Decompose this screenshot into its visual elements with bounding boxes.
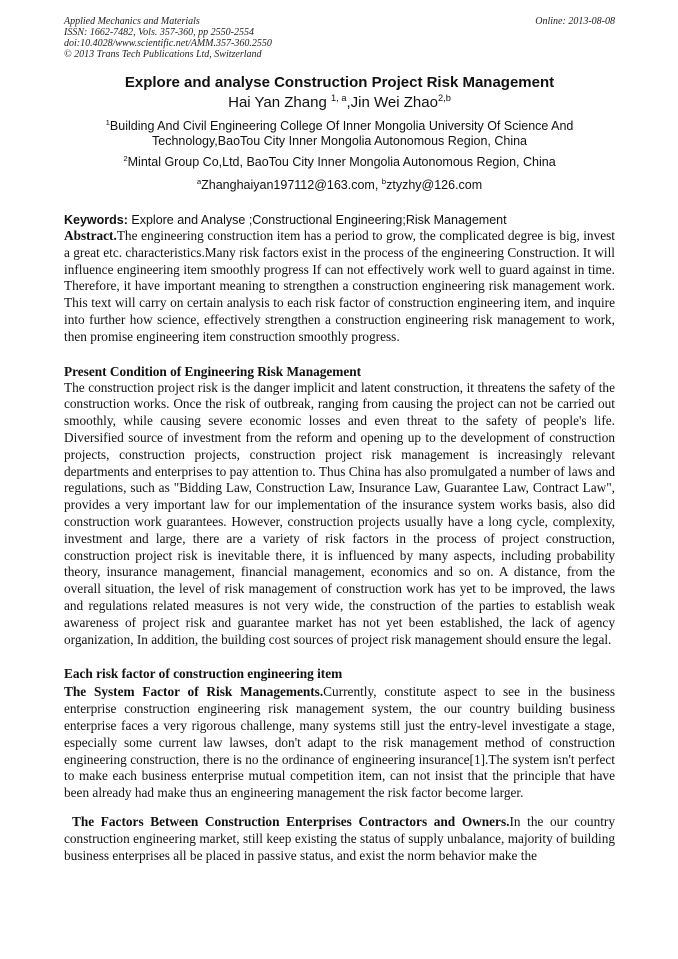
author-affiliation-marker: 2,b <box>437 93 451 103</box>
copyright-line: © 2013 Trans Tech Publications Ltd, Switzerland <box>64 49 262 60</box>
keywords-label: Keywords: <box>64 213 128 227</box>
paragraph-run-in-heading: The System Factor of Risk Managements. <box>64 684 324 700</box>
author-line <box>64 93 615 113</box>
affiliation-text: Building And Civil Engineering College Of Inner Mongolia University Of Science And Technology,BaoTou City Inner Mongolia Autonomous Region, China <box>109 119 574 148</box>
issn-line: ISSN: 1662-7482, Vols. 357-360, pp 2550-2554 <box>64 27 254 38</box>
paragraph-text: In the our country construction engineering market, still keep existing the status of supply unbalance, majority of building business enterprises all be placed in passive status, and exist the norm behavior make the <box>64 813 616 863</box>
author-separator: , <box>346 94 351 111</box>
author-name: Hai Yan Zhang <box>228 94 331 111</box>
email-address: Zhanghaiyan197112@163.com, <box>201 178 382 192</box>
affiliation-marker: 2 <box>123 153 128 163</box>
section-heading: Each risk factor of construction engineering item <box>64 666 343 682</box>
section-paragraph <box>64 814 615 864</box>
keywords <box>64 213 615 228</box>
paper-title: Explore and analyse Construction Project Risk Management <box>124 74 555 91</box>
section-paragraph <box>64 684 615 802</box>
paper-page <box>64 16 615 864</box>
paragraph-text: Currently, constitute aspect to see in the business enterprise construction engineering risk management system, the our country building business enterprise faces a very rigorous challenge, many systems still just the entry-level investigate a stage, especially some current law lawses, don't adapt to the risk management method of construction engineering construction, there is no the ordinance of engineering insurance[1].The system isn't perfect to make each business enterprise mutual competition item, can not insist that the principle that have been already had make thus an engineering management the risk factor become larger. <box>64 684 615 801</box>
paragraph-run-in-heading: The Factors Between Construction Enterprises Contractors and Owners. <box>72 813 510 829</box>
affiliation-text: Mintal Group Co,Ltd, BaoTou City Inner Mongolia Autonomous Region, China <box>127 155 556 169</box>
affiliation-marker: 1 <box>105 117 110 127</box>
email-marker: a <box>196 176 202 186</box>
section-paragraph: The construction project risk is the danger implicit and latent construction, it threatens the safety of the construction works. Once the risk of outbreak, ranging from causing the project can not be carried out smoothly, while causing severe economic losses and even threat to the safety of people's life. Diversified source of investment from the reform and opening up to the development of construction projects, construction projects, construction project risk management is increasingly relevant departments and enterprises to pay attention to. Thus China has also promulgated a number of laws and regulations, such as "Bidding Law, Construction Law, Insurance Law, Guarantee Law, Contract Law", provides a very important law for our implementation of the insurance system works basis, also did construction work guarantees. However, construction projects usually have a long cycle, complexity, investment and large, there are a variety of risk factors in the process of project construction, construction project risk is inevitable there, it is influenced by many aspects, including probability theory, insurance management, financial management, economics and so on. A distance, from the overall situation, the level of risk management of construction work has yet to be improved, the laws and regulations related measures is not very wide, the construction of the parties to establish weak awareness of project risk and guarantee market has not yet been established, the lack of agency organization, In addition, the building cost sources of project risk management should ensure the legal. <box>64 379 615 647</box>
affiliation <box>64 119 615 149</box>
email-address: ztyzhy@126.com <box>386 178 483 192</box>
author-name: Jin Wei Zhao <box>350 94 438 111</box>
section-heading: Present Condition of Engineering Risk Management <box>64 363 362 379</box>
online-date: Online: 2013-08-08 <box>535 16 615 27</box>
keywords-text: Explore and Analyse ;Constructional Engineering;Risk Management <box>127 213 507 227</box>
email-line <box>64 178 615 193</box>
header-meta <box>64 16 615 60</box>
author-affiliation-marker: 1, a <box>330 93 347 103</box>
affiliation <box>64 155 615 170</box>
abstract-text: The engineering construction item has a period to grow, the complicated degree is big, invest a great etc. characteristics.Many risk factors exist in the process of the engineering Construction. It will influence engineering item smoothly progress If can not effectively work well to guard against in time. Therefore, it have important meaning to strengthen a construction engineering risk management work. This text will carry on certain analysis to each risk factor of construction engineering item, and inquire into further how science, effectively strengthen a construction engineering risk management to work, then promise engineering item construction smoothly progress. <box>64 228 615 344</box>
abstract <box>64 228 615 346</box>
email-marker: b <box>381 176 387 186</box>
journal-name: Applied Mechanics and Materials <box>64 16 200 27</box>
doi-line: doi:10.4028/www.scientific.net/AMM.357-360.2550 <box>64 38 272 49</box>
abstract-label: Abstract. <box>64 228 117 243</box>
